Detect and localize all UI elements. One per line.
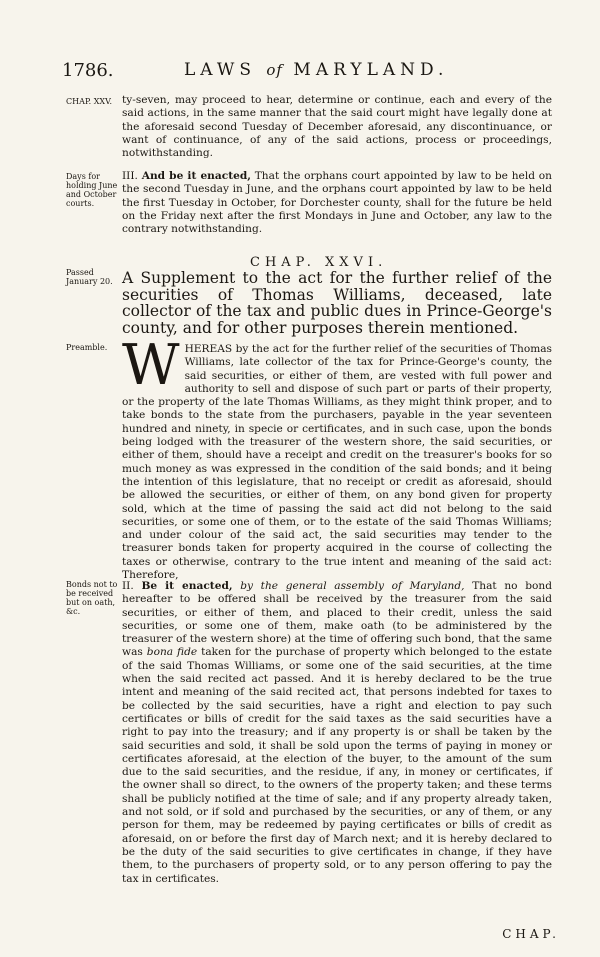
page-header (62, 60, 540, 84)
margin-note-chap25: CHAP. XXV. (66, 97, 113, 106)
chapter-title: A Supplement to the act for the further relief of the securities of Thomas Williams, deceased, late collector of the tax and public dues in Prince-George's county, and for other purposes therein mentioned. (122, 269, 552, 337)
chapter-heading: CHAP. XXVI. (250, 255, 388, 270)
section-2-text-b: taken for the purchase of property which belonged to the estate of the said Thomas Williams, or some one of the said securities, at the time when the said recited act passed. And it is hereby declared to be the true intent and meaning of the said recited act, that persons indebted for taxes to be collected by the said securities, have a right and election to pay such certificates or bills of credit for the said taxes as the said securities have a right to pay into the treasury; and if any property is or shall be taken by the said securities and sold, it shall be sold upon the terms of paying in money or certificates aforesaid, at the election of the buyer, to the amount of the sum due to the said securities, and the residue, if any, in money or certificates, if the owner shall so direct, to the owners of the property taken; and these terms shall be publicly notified at the time of sale; and if any property already taken, and not sold, or if sold and purchased by the securities, or any of them, or any person for them, may be redeemed by paying certificates or bills of credit as aforesaid, on or before the first day of March next; and it is hereby declared to be the duty of the said securities to give certificates in change, if they have them, to the purchasers of property sold, or to any person offering to pay the tax in certificates. (122, 646, 552, 885)
section-3-text: That the orphans court appointed by law to be held on the second Tuesday in June, and the orphans court appointed by law to be held the first Tuesday in October, for Dorchester county, shall for the future be held on the Friday next after the first Mondays in June and October, any law to the contrary notwithstanding. (122, 170, 552, 236)
chap25-continuation: ty-seven, may proceed to hear, determine or continue, each and every of the said actions, in the same manner that the said court might have legally done at the aforesaid second Tuesday of December aforesaid, any discontinuance, or want of continuance, of any of the said actions, process or proceedings, notwithstanding. (122, 94, 552, 160)
preamble-lead: HEREAS (184, 343, 233, 355)
section-2-enacting: Be it enacted, (141, 580, 233, 592)
section-3-number: III. (122, 170, 138, 182)
margin-note-orphans-courts: Days for holding June and October courts. (66, 172, 118, 208)
running-title: LAWS of MARYLAND. (184, 60, 449, 80)
section-2-text-a: That no bond hereafter to be offered shall be received by the treasurer from the said securities, or either of them, and placed to their credit, unless the said securities, or some one of them, make oath (to be administered by the treasurer of the western shore) at the time of offering such bond, that the same was (122, 580, 552, 659)
section-2-number: II. (122, 580, 134, 592)
bona-fide: bona fide (146, 646, 198, 659)
section-3 (122, 170, 552, 236)
catchword: CHAP. (502, 927, 560, 941)
preamble (122, 333, 552, 582)
section-3-enacting: And be it enacted, (141, 170, 251, 182)
margin-note-preamble: Preamble. (66, 343, 108, 352)
preamble-text: by the act for the further relief of the securities of Thomas Williams, late collector of the tax for Prince-George's county, the said securities, or either of them, are vested with full power and authority to sell and dispose of such part or parts of their property, or the property of the late Thomas Williams, as they might think proper, and to take bonds to the state from the purchasers, payable in the year seventeen hundred and ninety, in specie or certificates, and in such case, upon the bonds being lodged with the treasurer of the western shore, the said securities, or either of them, should have a receipt and credit on the treasurer's books for so much money as was expressed in the condition of the said bonds; and it being the intention of this legislature, that no receipt or credit as aforesaid, should be allowed the securities, or either of them, on any bond given for property sold, which at the time of passing the said act did not belong to the said securities, or some one of them, or to the estate of the said Thomas Williams; and under colour of the said act, the said securities may tender to the treasurer bonds taken for property acquired in the course of collecting the taxes or otherwise, contrary to the true intent and meaning of the said act: Therefore, (122, 343, 552, 582)
section-2-authority: by the general assembly of Maryland, (240, 580, 465, 592)
drop-cap: W (122, 333, 180, 398)
margin-note-bonds: Bonds not to be received but on oath, &c. (66, 580, 118, 616)
section-2 (122, 580, 552, 886)
margin-note-passed: Passed January 20. (66, 268, 113, 286)
page-year: 1786. (62, 60, 114, 81)
